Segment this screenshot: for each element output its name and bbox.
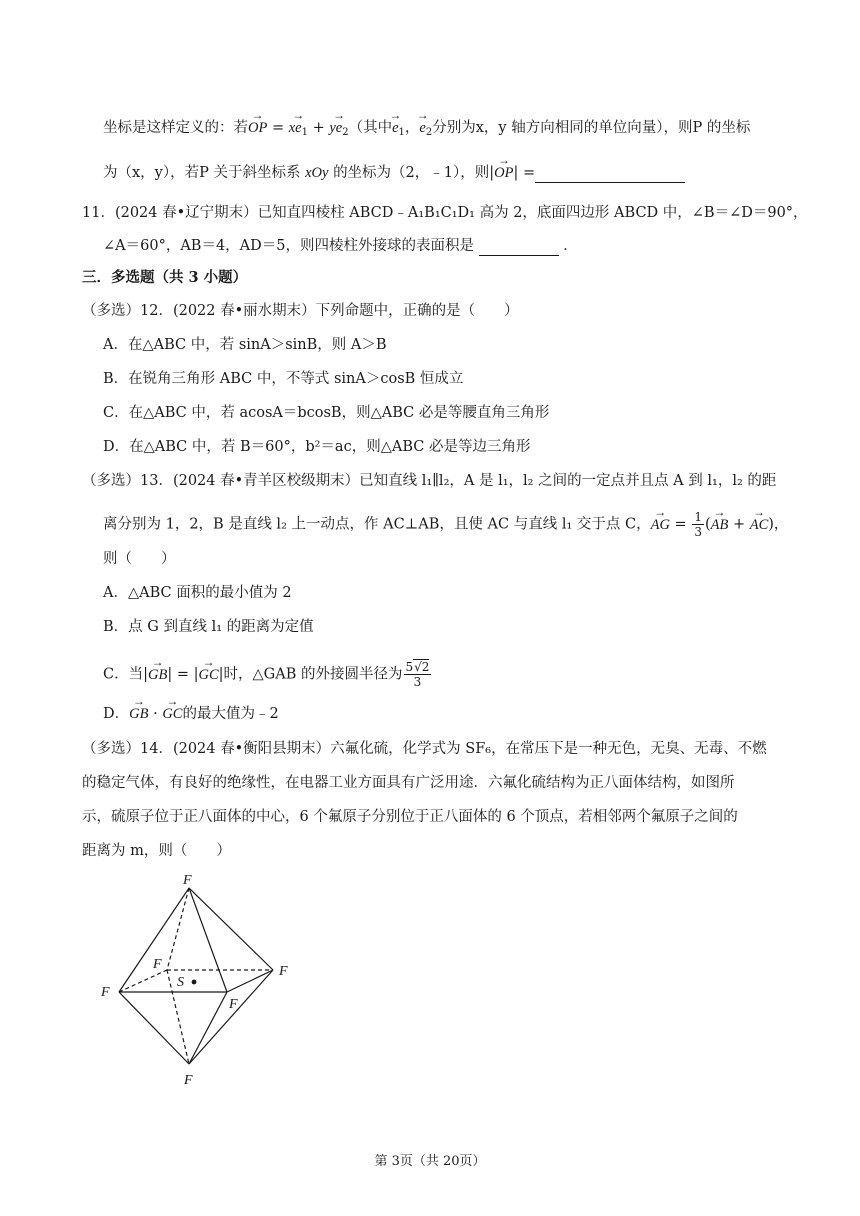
label-center: S: [177, 975, 184, 990]
question-12-option-b: B．在锐角三角形 ABC 中，不等式 sinA＞cosB 恒成立: [103, 371, 464, 387]
question-12-option-a: A．在△ABC 中，若 sinA＞sinB，则 A＞B: [103, 337, 387, 353]
question-13-option-c: C．当|→ GB| = |→ GC|时，△GAB 的外接圆半径为 $\frac{5√2}{3}$: [103, 660, 432, 689]
question-12-stem: （多选）12．(2022 春•丽水期末）下列命题中，正确的是（ ）: [82, 303, 519, 319]
question-12-option-c: C．在△ABC 中，若 acosA＝bcosB，则△ABC 必是等腰直角三角形: [103, 405, 550, 421]
page-footer: 第 3页（共 20页）: [374, 1154, 486, 1169]
question-13-option-b: B．点 G 到直线 l₁ 的距离为定值: [103, 619, 314, 635]
question-12-option-d: D．在△ABC 中，若 B＝60°，b²＝ac，则△ABC 必是等边三角形: [103, 439, 531, 455]
continued-line-2: 为（x，y），若P 关于斜坐标系 xOy 的坐标为（2，﹣1），则|→ OP| =: [103, 163, 685, 183]
label-top: F: [183, 873, 192, 888]
edge: [189, 888, 273, 970]
label-back: F: [153, 957, 162, 972]
question-14-line-1: （多选）14．(2024 春•衡阳县期末）六氟化硫，化学式为 SF₆，在常压下是一种无色，无臭、无毒、不燃: [82, 741, 767, 757]
label-left: F: [101, 985, 110, 1000]
octahedron-figure: [95, 868, 315, 1098]
question-13-option-a: A．△ABC 面积的最小值为 2: [103, 585, 292, 601]
hidden-edge: [167, 888, 189, 970]
label-right: F: [279, 964, 288, 979]
label-front: F: [229, 997, 238, 1012]
edge: [189, 888, 227, 992]
edge: [189, 970, 273, 1064]
label-bottom: F: [184, 1073, 193, 1088]
question-14-line-3: 示，硫原子位于正八面体的中心，6 个氟原子分别位于正八面体的 6 个顶点，若相邻两个氟原子之间的: [82, 809, 738, 825]
section-heading: 三．多选题（共 3 小题）: [82, 269, 248, 286]
question-11-line-1: 11．(2024 春•辽宁期末）已知直四棱柱 ABCD﹣A₁B₁C₁D₁ 高为 2，底面四边形 ABCD 中，∠B＝∠D＝90°，: [82, 205, 808, 221]
question-14-line-2: 的稳定气体，有良好的绝缘性，在电器工业方面具有广泛用途．六氟化硫结构为正八面体结构，如图所: [82, 775, 735, 791]
answer-blank-10[interactable]: [535, 166, 685, 183]
question-13-line-2: 离分别为 1，2，B 是直线 l₂ 上一动点，作 AC⊥AB，且使 AC 与直线 l₁ 交于点 C，→ AG = $\frac{1}{3}$ (→ AB + → AC)，: [103, 510, 788, 539]
answer-blank-11[interactable]: [479, 239, 559, 256]
question-11-line-2: ∠A＝60°，AB＝4，AD＝5，则四棱柱外接球的表面积是 ．: [103, 238, 578, 254]
center-dot: [192, 980, 197, 985]
question-13-line-1: （多选）13．(2024 春•青羊区校级期末）已知直线 l₁∥l₂，A 是 l₁，l₂ 之间的一定点并且点 A 到 l₁，l₂ 的距: [82, 473, 777, 489]
edge: [119, 992, 189, 1064]
question-14-line-4: 距离为 m，则（ ）: [82, 843, 231, 859]
continued-line-1: 坐标是这样定义的：若→ OP = $x\to e_1 + y\to e_2$（其中→ $e_1$，→ $e_2$分别为x，y 轴方向相同的单位向量），则P 的坐标: [103, 118, 750, 143]
question-13-line-3: 则（ ）: [103, 551, 176, 567]
edge: [227, 970, 273, 992]
question-13-option-d: D．→ GB · → GC的最大值为﹣2: [103, 704, 279, 724]
